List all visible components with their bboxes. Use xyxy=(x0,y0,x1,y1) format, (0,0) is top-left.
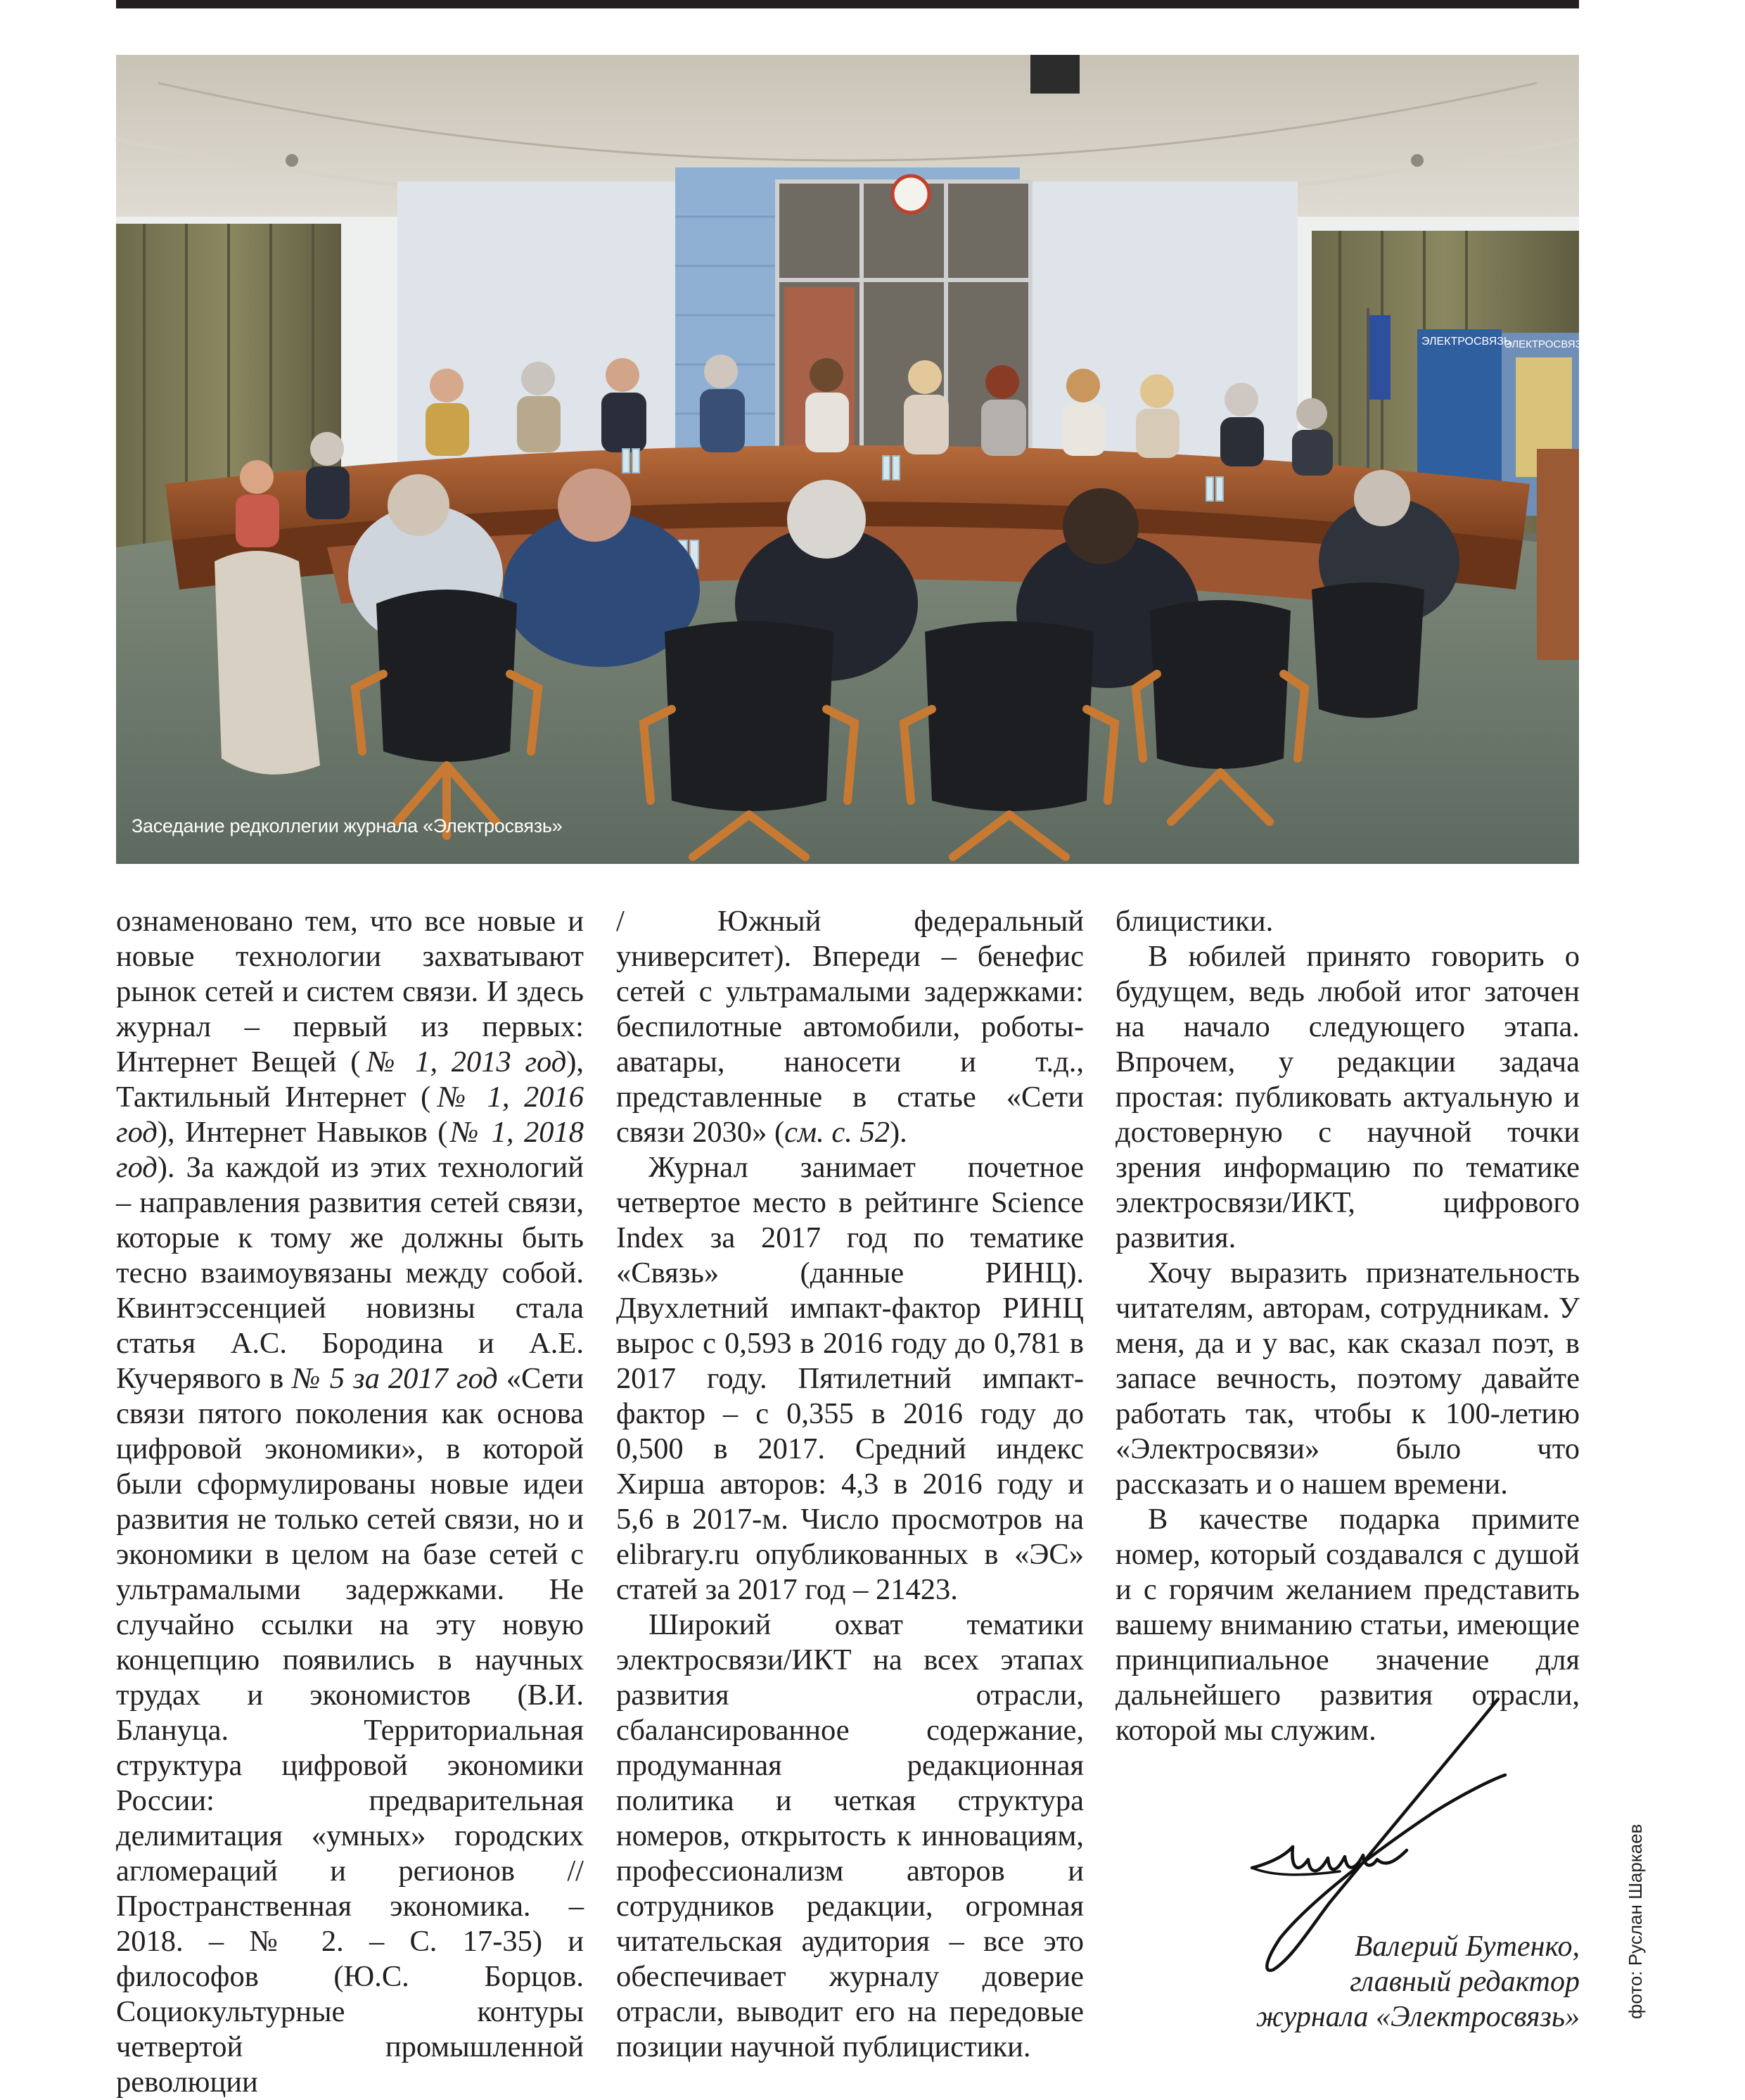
text-column-3 xyxy=(1116,904,1580,1748)
text-column-2 xyxy=(616,904,1084,2065)
issue-reference: № 5 за 2017 год xyxy=(292,1362,498,1395)
text-run: В качестве подарка примите номер, который создавался с душой и с горячим желанием представить вашему вниманию статьи, имеющие принципиальное значение для дальнейшего развития отрасли, которой мы служим. xyxy=(1116,1503,1580,1747)
column-1-paragraph xyxy=(116,904,584,2100)
text-column-1 xyxy=(116,904,584,2100)
text-run: ). xyxy=(889,1116,907,1149)
text-run: Хочу выразить признательность читателям, авторам, сотрудникам. У меня, да и у вас, как сказал поэт, в запасе вечность, поэтому давайте работать так, чтобы к 100-летию «Электросвязи» было что рассказать и о нашем времени. xyxy=(1116,1256,1580,1501)
issue-reference: № 1, 2018 год xyxy=(116,1116,584,1184)
text-run: ), Интернет Навыков ( xyxy=(157,1116,448,1149)
column-2-paragraph xyxy=(616,1608,1084,2065)
column-3-lead: блицистики. xyxy=(1116,905,1274,938)
editor-role: главный редактор xyxy=(1350,1966,1580,1998)
issue-reference: № 1, 2013 год xyxy=(360,1045,567,1078)
text-run: / Южный федеральный университет). Впереди – бенефис сетей с ультрамалыми задержками: беспилотные автомобили, роботы-аватары, наносети и т.д., представленные в статье «Сети связи 2030» ( xyxy=(616,905,1084,1149)
column-3-paragraph xyxy=(1116,939,1580,1256)
text-run: В юбилей принято говорить о будущем, ведь любой итог заточен на начало следующего этапа. Впрочем, у редакции задача простая: публиковать актуальную и достоверную с научной точки зрения информацию по тематике электросвязи/ИКТ, цифрового развития. xyxy=(1116,940,1580,1254)
svg-text:ЭЛЕКТРОСВЯЗЬ: ЭЛЕКТРОСВЯЗЬ xyxy=(1421,336,1511,348)
column-3-paragraph xyxy=(1116,1256,1580,1502)
editor-name: Валерий Бутенко, xyxy=(1354,1930,1580,1963)
photo-credit: фото: Руслан Шаркаев xyxy=(1625,1824,1646,2019)
meeting-photo-illustration xyxy=(116,55,1589,864)
text-run: «Сети связи пятого поколения как основа цифровой экономики», в которой были сформулированы новые идеи развития не только сетей связи, но и экономики в целом на базе сетей с ультрамалыми задержками. Не случайно ссылки на эту новую концепцию появились в научных трудах и экономистов (В.И. Блануца. Территориальная структура цифровой экономики России: предварительная делимитация «умных» городских агломераций и регионов // Пространственная экономика. – 2018. – № 2. – С. 17-35) и философов (Ю.С. Борцов. Социокультурные контуры четвертой промышленной революции xyxy=(116,1362,584,2099)
text-run: Журнал занимает почетное четвертое место в рейтинге Science Index за 2017 год по тематике «Связь» (данные РИНЦ). Двухлетний импакт-фактор РИНЦ вырос с 0,593 в 2016 году до 0,781 в 2017 году. Пятилетний импакт-фактор – с 0,355 в 2016 году до 0,500 в 2017. Средний индекс Хирша авторов: 4,3 в 2016 году и 5,6 в 2017-м. Число просмотров на elibrary.ru опубликованных в «ЭС» статей за 2017 год – 21423. xyxy=(616,1151,1084,1606)
editor-journal: журнала «Электросвязь» xyxy=(1255,2001,1580,2033)
text-run: ), Тактильный Интернет ( xyxy=(116,1045,584,1114)
photo-caption: Заседание редколлегии журнала «Электросвязь» xyxy=(132,815,563,836)
text-run: Широкий охват тематики электросвязи/ИКТ на всех этапах развития отрасли, сбалансированное содержание, продуманная редакционная политика и четкая структура номеров, открытость к инновациям, профессионализм авторов и сотрудников редакции, огромная читательская аудитория – все это обеспечивает журналу доверие отрасли, выводит его на передовые позиции научной публицистики. xyxy=(616,1608,1084,2063)
issue-reference: № 1, 2016 год xyxy=(116,1081,584,1149)
column-2-paragraph xyxy=(616,1150,1084,1608)
text-run: ). За каждой из этих технологий – направления развития сетей связи, которые к тому же должны быть тесно взаимоувязаны между собой. Квинтэссенцией новизны стала статья А.С. Бородина и А.Е. Кучерявого в xyxy=(116,1151,584,1395)
issue-reference: см. с. 52 xyxy=(784,1116,890,1149)
text-run: ознаменовано тем, что все новые и новые технологии захватывают рынок сетей и систем связи. И здесь журнал – первый из первых: Интернет Вещей ( xyxy=(116,905,584,1078)
column-2-paragraph xyxy=(616,904,1084,1150)
editor-signoff xyxy=(1256,1929,1580,2035)
top-rule xyxy=(116,0,1579,8)
svg-text:ЭЛЕКТРОСВЯЗЬ: ЭЛЕКТРОСВЯЗЬ xyxy=(1504,338,1589,350)
meeting-photo xyxy=(116,55,1589,864)
